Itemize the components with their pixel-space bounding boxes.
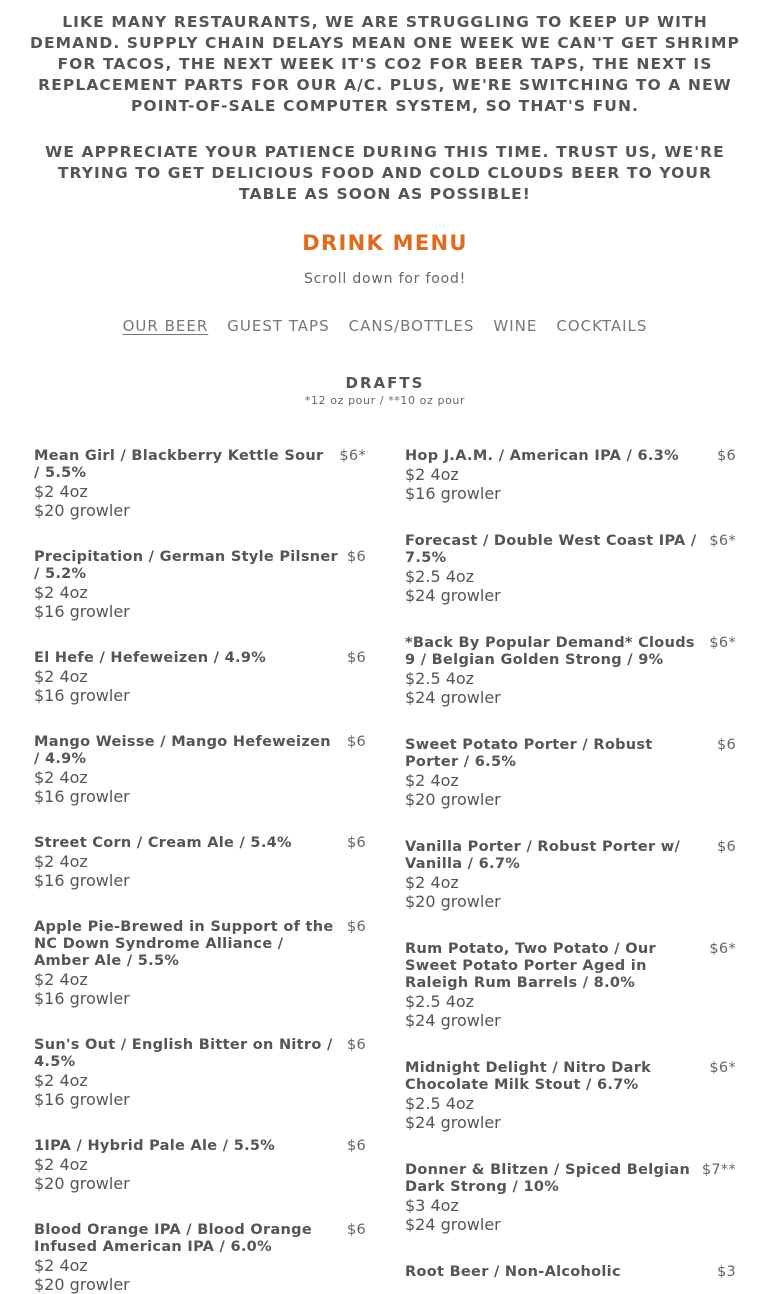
menu-item-detail: $2 4oz	[405, 771, 459, 790]
menu-item-detail: $2 4oz	[34, 768, 88, 787]
menu-item-price: $6	[346, 734, 366, 750]
menu-item-name: Apple Pie-Brewed in Support of the NC Down Syndrome Alliance / Amber Ale / 5.5%	[34, 919, 334, 969]
menu-item-name: Mean Girl / Blackberry Kettle Sour / 5.5%	[34, 448, 324, 481]
menu-item-price: $6	[346, 1037, 366, 1053]
menu-title: DRINK MENU	[302, 231, 468, 255]
menu-item-detail: $16 growler	[405, 484, 501, 503]
menu-item	[34, 1037, 366, 1109]
menu-item	[405, 448, 736, 503]
menu-item-price: $6*	[709, 635, 736, 651]
menu-item-header	[405, 1060, 736, 1094]
menu-item-detail: $20 growler	[34, 1174, 130, 1193]
menu-item-detail: $16 growler	[34, 1090, 130, 1109]
menu-item-price: $6	[346, 1222, 366, 1238]
menu-item	[34, 448, 366, 520]
menu-item-detail: $2 4oz	[34, 970, 88, 989]
menu-item-name: Hop J.A.M. / American IPA / 6.3%	[405, 448, 679, 464]
menu-item-detail: $2 4oz	[405, 465, 459, 484]
menu-item-name: Midnight Delight / Nitro Dark Chocolate Milk Stout / 6.7%	[405, 1060, 652, 1093]
menu-item	[405, 533, 736, 605]
menu-item-header	[405, 533, 736, 567]
menu-item-price: $6	[346, 549, 366, 565]
menu-item-detail: $2.5 4oz	[405, 567, 475, 586]
menu-item-header	[405, 941, 736, 992]
menu-item-header	[34, 835, 366, 852]
menu-item-name: Rum Potato, Two Potato / Our Sweet Potato Porter Aged in Raleigh Rum Barrels / 8.0%	[405, 941, 656, 991]
menu-item-name: Mango Weisse / Mango Hefeweizen / 4.9%	[34, 734, 331, 767]
menu-item-detail: $24 growler	[405, 1011, 501, 1030]
menu-item-price: $6	[346, 650, 366, 666]
menu-item-detail: $20 growler	[405, 892, 501, 911]
menu-item-detail: $16 growler	[34, 989, 130, 1008]
menu-item-detail: $2 4oz	[34, 667, 88, 686]
menu-item-detail: $16 growler	[34, 686, 130, 705]
menu-item-header	[405, 448, 736, 465]
menu-item-price: $3	[716, 1264, 736, 1280]
menu-item-detail: $24 growler	[405, 688, 501, 707]
menu-item-detail: $20 growler	[34, 501, 130, 520]
menu-item	[34, 919, 366, 1008]
right-menu-column	[405, 448, 736, 1281]
menu-item-header	[34, 1138, 366, 1155]
tab-our-beer[interactable]: OUR BEER	[122, 317, 209, 335]
menu-item	[405, 839, 736, 911]
menu-item-price: $6	[346, 1138, 366, 1154]
menu-item-header	[34, 919, 366, 970]
menu-item-header	[405, 737, 736, 771]
tab-cocktails[interactable]: COCKTAILS	[556, 317, 648, 335]
menu-item-detail: $2 4oz	[34, 583, 88, 602]
menu-item-name: Street Corn / Cream Ale / 5.4%	[34, 835, 292, 851]
menu-item-header	[34, 734, 366, 768]
menu-item	[34, 650, 366, 705]
menu-item-detail: $2 4oz	[405, 873, 459, 892]
menu-item-header	[405, 1162, 736, 1196]
menu-item-name: Blood Orange IPA / Blood Orange Infused American IPA / 6.0%	[34, 1222, 312, 1255]
menu-item-detail: $2.5 4oz	[405, 992, 475, 1011]
left-menu-column	[34, 448, 366, 1294]
menu-item-header	[405, 839, 736, 873]
menu-item-detail: $20 growler	[34, 1275, 130, 1294]
menu-item-header	[34, 1222, 366, 1256]
menu-item-name: *Back By Popular Demand* Clouds 9 / Belgian Golden Strong / 9%	[405, 635, 695, 668]
menu-item-header	[34, 448, 366, 482]
menu-item-name: Root Beer / Non-Alcoholic	[405, 1264, 621, 1280]
menu-item-name: Precipitation / German Style Pilsner / 5.2%	[34, 549, 338, 582]
menu-item-detail: $20 growler	[405, 790, 501, 809]
menu-item-header	[34, 1037, 366, 1071]
menu-item	[405, 737, 736, 809]
menu-item-name: 1IPA / Hybrid Pale Ale / 5.5%	[34, 1138, 276, 1154]
menu-item-detail: $24 growler	[405, 1215, 501, 1234]
drink-category-tabs	[0, 317, 770, 335]
menu-item	[34, 1138, 366, 1193]
menu-item-name: Sun's Out / English Bitter on Nitro / 4.5%	[34, 1037, 333, 1070]
menu-item-price: $6*	[709, 1060, 736, 1076]
pour-size-note: *12 oz pour / **10 oz pour	[304, 394, 466, 407]
menu-item-price: $6	[346, 919, 366, 935]
notice-paragraph-2: WE APPRECIATE YOUR PATIENCE DURING THIS TIME. TRUST US, WE'RE TRYING TO GET DELICIOUS FOOD AND COLD CLOUDS BEER TO YOUR TABLE AS SOON AS POSSIBLE!	[45, 143, 725, 203]
menu-item-detail: $2 4oz	[34, 1071, 88, 1090]
menu-item-price: $6	[716, 448, 736, 464]
tab-wine[interactable]: WINE	[493, 317, 538, 335]
menu-item	[405, 1060, 736, 1132]
menu-item-detail: $2 4oz	[34, 482, 88, 501]
menu-item-price: $6*	[339, 448, 366, 464]
scroll-hint: Scroll down for food!	[303, 271, 467, 287]
menu-item	[405, 635, 736, 707]
menu-item-header	[405, 635, 736, 669]
menu-item-detail: $2.5 4oz	[405, 1094, 475, 1113]
menu-item-name: Vanilla Porter / Robust Porter w/ Vanilla / 6.7%	[405, 839, 681, 872]
menu-item-detail: $16 growler	[34, 602, 130, 621]
menu-item-detail: $24 growler	[405, 586, 501, 605]
menu-item-price: $6	[716, 839, 736, 855]
menu-item-detail: $2.5 4oz	[405, 669, 475, 688]
menu-item-price: $6	[346, 835, 366, 851]
menu-item	[34, 835, 366, 890]
menu-item	[34, 549, 366, 621]
menu-item-detail: $2 4oz	[34, 1256, 88, 1275]
menu-item-detail: $2 4oz	[34, 852, 88, 871]
section-title: DRAFTS	[345, 374, 425, 392]
menu-item-price: $6*	[709, 941, 736, 957]
menu-item-name: Donner & Blitzen / Spiced Belgian Dark Strong / 10%	[405, 1162, 691, 1195]
menu-item	[34, 1222, 366, 1294]
menu-item	[405, 941, 736, 1030]
tab-cans-bottles[interactable]: CANS/BOTTLES	[348, 317, 475, 335]
menu-item-price: $7**	[701, 1162, 736, 1178]
menu-item-header	[34, 549, 366, 583]
menu-item-detail: $16 growler	[34, 871, 130, 890]
notice-paragraph-1: LIKE MANY RESTAURANTS, WE ARE STRUGGLING TO KEEP UP WITH DEMAND. SUPPLY CHAIN DELAYS MEAN ONE WEEK WE CAN'T GET SHRIMP FOR TACOS, THE NEXT WEEK IT'S CO2 FOR BEER TAPS, THE NEXT IS REPLACEMENT PARTS FOR OUR A/C. PLUS, WE'RE SWITCHING TO A NEW POINT-OF-SALE COMPUTER SYSTEM, SO THAT'S FUN.	[30, 13, 740, 115]
menu-item-detail: $16 growler	[34, 787, 130, 806]
menu-item-detail: $24 growler	[405, 1113, 501, 1132]
menu-item-detail: $2 4oz	[34, 1155, 88, 1174]
menu-item	[405, 1162, 736, 1234]
menu-item-price: $6*	[709, 533, 736, 549]
menu-item-name: Forecast / Double West Coast IPA / 7.5%	[405, 533, 697, 566]
menu-item-name: Sweet Potato Porter / Robust Porter / 6.5%	[405, 737, 653, 770]
tab-guest-taps[interactable]: GUEST TAPS	[227, 317, 330, 335]
menu-item-price: $6	[716, 737, 736, 753]
menu-item-name: El Hefe / Hefeweizen / 4.9%	[34, 650, 267, 666]
menu-item-detail: $3 4oz	[405, 1196, 459, 1215]
menu-item-header	[34, 650, 366, 667]
menu-item	[34, 734, 366, 806]
